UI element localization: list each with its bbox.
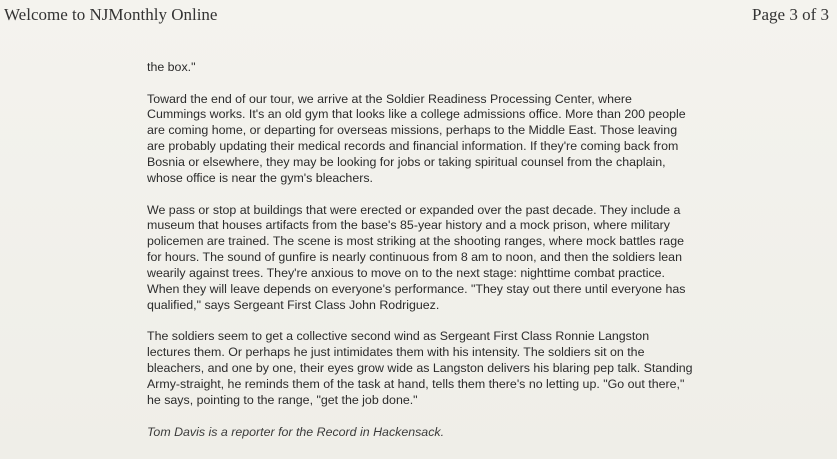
author-byline: Tom Davis is a reporter for the Record in Hackensack. xyxy=(147,424,445,439)
text-line: are probably updating their medical records and financial information. If they're coming back from xyxy=(147,139,679,154)
text-line: When they will leave depends on everyone's performance. "They stay out there until everyone has xyxy=(147,282,686,297)
article-body xyxy=(147,60,837,441)
text-line: for hours. The sound of gunfire is nearly continuous from 8 am to noon, and then the soldiers lean xyxy=(147,250,682,265)
text-line: are coming home, or departing for overseas missions, perhaps to the Middle East. Those leaving xyxy=(147,123,678,138)
paragraph xyxy=(147,203,837,314)
text-line: the box." xyxy=(147,60,196,74)
text-line: The soldiers seem to get a collective second wind as Sergeant First Class Ronnie Langston xyxy=(147,329,650,344)
text-line: Army-straight, he reminds them of the task at hand, tells them there's no letting up. "Go out there," xyxy=(147,377,685,392)
paragraph xyxy=(147,329,837,409)
text-line: policemen are trained. The scene is most striking at the shooting ranges, where mock battles rage xyxy=(147,234,684,249)
page-header-title: Welcome to NJMonthly Online xyxy=(4,5,218,24)
text-line: museum that houses artifacts from the base's 85-year history and a mock prison, where military xyxy=(147,218,670,233)
text-line: he says, pointing to the range, "get the job done." xyxy=(147,393,418,408)
text-line: Toward the end of our tour, we arrive at the Soldier Readiness Processing Center, where xyxy=(147,91,632,106)
paragraph xyxy=(147,60,837,76)
text-line: Cummings works. It's an old gym that looks like a college admissions office. More than 200 people xyxy=(147,107,686,122)
paragraph xyxy=(147,92,837,187)
text-line: qualified," says Sergeant First Class John Rodriguez. xyxy=(147,297,440,312)
page-number: Page 3 of 3 xyxy=(752,5,829,24)
text-line: We pass or stop at buildings that were erected or expanded over the past decade. They include a xyxy=(147,202,681,217)
text-line: bleachers, and one by one, their eyes grow wide as Langston delivers his blaring pep talk. Standing xyxy=(147,361,693,376)
text-line: lectures them. Or perhaps he just intimidates them with his intensity. The soldiers sit on the xyxy=(147,345,645,360)
text-line: Bosnia or elsewhere, they may be looking for jobs or taking spiritual counsel from the chaplain, xyxy=(147,155,666,170)
text-line: whose office is near the gym's bleachers. xyxy=(147,171,373,186)
text-line: wearily against trees. They're anxious to move on to the next stage: nighttime combat practice. xyxy=(147,266,665,281)
